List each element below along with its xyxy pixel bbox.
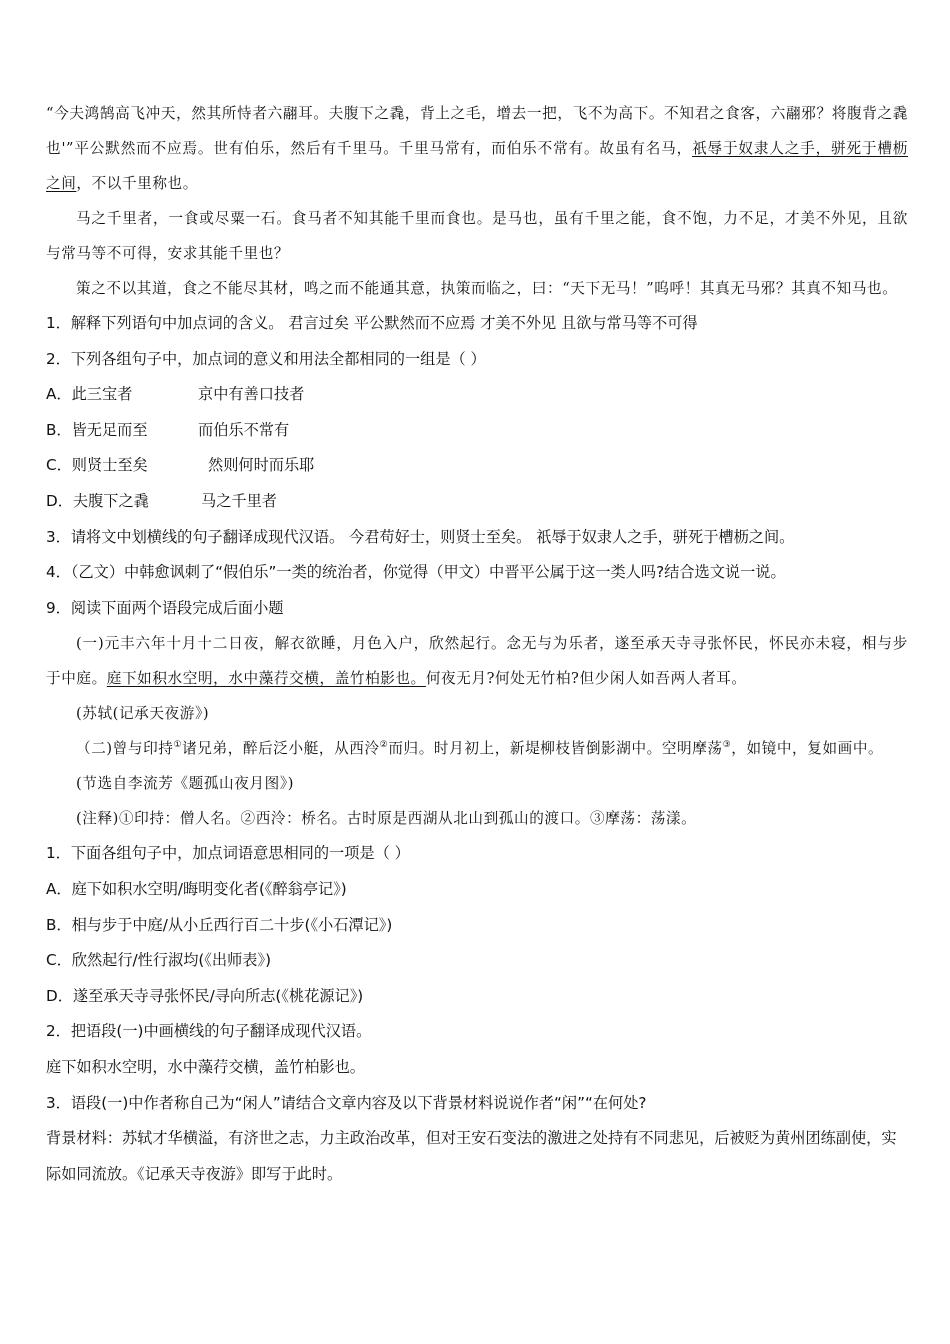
passage-9-paragraph-1 [46, 626, 908, 696]
footnote-marker: ① [173, 740, 183, 751]
option-right: 而伯乐不常有 [198, 420, 290, 439]
footnote-marker: ② [379, 740, 389, 751]
option-c [46, 448, 908, 484]
question-2: 2．下列各组句子中，加点词的意义和用法全都相同的一组是（ ） [46, 349, 486, 368]
passage-text: 而归。时月初上，新堤柳枝皆倒影湖中。空明摩荡 [388, 740, 723, 758]
footnote-marker: ③ [722, 740, 732, 751]
question-1: 1．解释下列语句中加点词的含义。 君言过矣 平公默然而不应焉 才美不外见 且欲与常马等不可得 [46, 314, 698, 332]
passage-a-paragraph-2: 马之千里者，一食或尽粟一石。食马者不知其能千里而食也。是马也，虽有千里之能，食不饱，力不足，才美不外见，且欲与常马等不可得，安求其能千里也？ [46, 210, 908, 262]
underlined-sentence: 庭下如积水空明，水中藻荇交横，盖竹柏影也。 [106, 670, 426, 688]
passage-a-paragraph-1 [46, 96, 908, 201]
questions-a [46, 306, 908, 626]
passage-9 [46, 626, 908, 836]
passage-text: ，不以千里称也。 [76, 175, 198, 192]
questions-9 [46, 836, 908, 1192]
passage-a [46, 96, 908, 306]
source-2: (节选自李流芳《题孤山夜月图》) [76, 775, 295, 793]
passage-text: (一)元丰六年十月十二日夜，解衣欲睡，月色入户，欣然起行。念无与为乐者，遂至承天寺寻张怀民，怀民亦未寝，相与步于中庭。 [46, 635, 908, 688]
question-9-1: 1．下面各组句子中，加点词语意思相同的一项是（ ） [46, 844, 410, 863]
passage-text: “今夫鸿鹄高飞冲天，然其所恃者六翮耳。夫腹下之毳，背上之毛，增去一把，飞不为高下。不知君之食客，六翮邪？将腹背之毳也'”平公默然而不应焉。世有伯乐，然后有千里马。千里马常有，而伯乐不常有。故虽有名马， [46, 105, 908, 157]
option-left: C．则贤士至矣 [46, 456, 148, 475]
passage-9-paragraph-2 [46, 731, 908, 766]
option-a [46, 377, 908, 413]
passage-text: （二)曾与印持 [76, 740, 174, 758]
notes: (注释)①印持：僧人名。②西泠：桥名。古时原是西湖从北山到孤山的渡口。③摩荡：荡漾。 [76, 810, 697, 828]
option-left: D．夫腹下之毳 [46, 491, 149, 510]
underlined-sentence: 祇辱于奴隶人之手，骈死于槽枥之间 [46, 140, 909, 192]
option-d: D．遂至承天寺寻张怀民/寻向所志(《桃花源记》) [46, 986, 364, 1005]
option-d [46, 484, 908, 520]
question-9-2-sentence: 庭下如积水空明，水中藻荇交横，盖竹柏影也。 [46, 1057, 365, 1076]
question-4: 4．（乙文）中韩愈讽刺了“假伯乐”一类的统治者，你觉得（甲文）中晋平公属于这一类人吗?结合选文说一说。 [46, 563, 786, 582]
question-3: 3．请将文中划横线的句子翻译成现代汉语。 今君苟好士，则贤士至矣。 祇辱于奴隶人之手，骈死于槽枥之间。 [46, 527, 795, 546]
option-right: 马之千里者 [201, 491, 277, 510]
option-a: A．庭下如积水空明/晦明变化者(《醉翁亭记》) [46, 879, 347, 898]
option-left: B．皆无足而至 [46, 420, 148, 439]
passage-text: 诸兄弟，醉后泛小艇，从西泠 [182, 740, 380, 758]
background-material: 背景材料：苏轼才华横溢，有济世之志，力主政治改革，但对王安石变法的激进之处持有不同悲见，后被贬为黄州团练副使，实际如同流放。《记承天寺夜游》即写于此时。 [46, 1129, 897, 1183]
question-9-3: 3．语段(一)中作者称自己为“闲人”请结合文章内容及以下背景材料说说作者“闲”“在何处? [46, 1093, 647, 1112]
source-1: (苏轼(记承天夜游》) [76, 705, 210, 723]
option-c: C．欣然起行/性行淑均(《出师表》) [46, 951, 271, 970]
passage-a-paragraph-3: 策之不以其道，食之不能尽其材，鸣之而不能通其意，执策而临之，曰：“天下无马！”呜呼！其真无马邪？其真不知马也。 [76, 280, 898, 297]
option-right: 然则何时而乐耶 [208, 456, 315, 475]
option-left: A．此三宝者 [46, 385, 133, 404]
question-9-2: 2．把语段(一)中画横线的句子翻译成现代汉语。 [46, 1022, 372, 1041]
passage-text: ，如镜中，复如画中。 [731, 740, 884, 758]
section-9-heading: 9．阅读下面两个语段完成后面小题 [46, 598, 284, 617]
document-page [46, 96, 908, 1192]
option-b [46, 413, 908, 449]
option-right: 京中有善口技者 [198, 385, 305, 404]
option-b: B．相与步于中庭/从小丘西行百二十步(《小石潭记》) [46, 915, 393, 934]
passage-text: 何夜无月?何处无竹柏?但少闲人如吾两人者耳。 [425, 670, 747, 688]
